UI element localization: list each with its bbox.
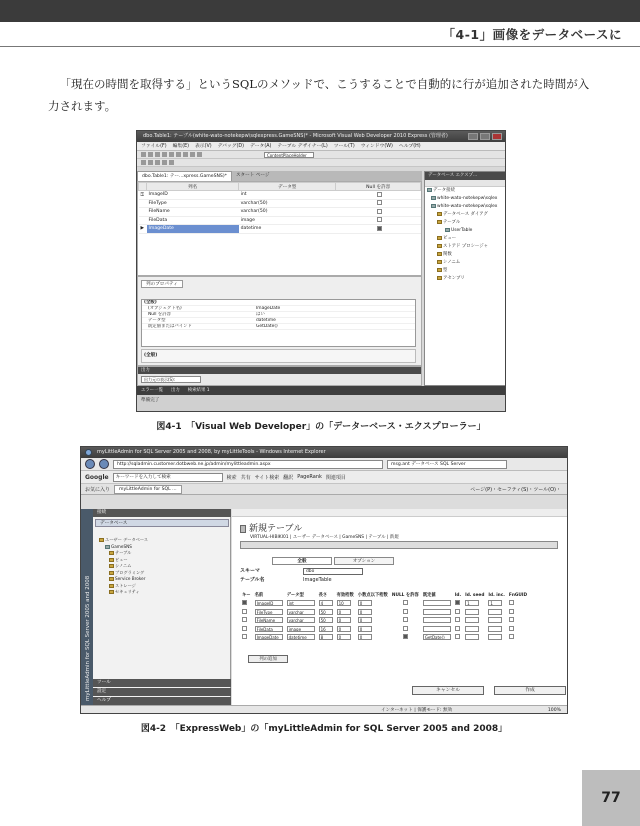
tree-item[interactable]: 関数 — [425, 251, 505, 259]
menu-table-designer[interactable]: テーブル デザイナー(L) — [277, 144, 328, 149]
sidebar-help[interactable]: ヘルプ — [93, 697, 231, 705]
column-name[interactable]: FileType — [147, 199, 239, 208]
tree-item[interactable]: UserTable — [425, 227, 505, 235]
property-value — [252, 300, 415, 305]
seed-input[interactable] — [465, 626, 479, 632]
menu-debug[interactable]: デバッグ(D) — [217, 144, 244, 149]
header-fnguid: FnGUID — [508, 592, 528, 598]
property-key: (全般) — [144, 300, 157, 305]
mla-vertical-brand — [81, 509, 93, 705]
folder-icon — [437, 252, 442, 256]
indexes-icon[interactable] — [155, 160, 160, 165]
cancel-button[interactable]: キャンセル — [412, 686, 484, 695]
cut-icon[interactable] — [169, 152, 174, 157]
tab-find-results[interactable]: 検索結果 1 — [187, 388, 210, 393]
inc-input[interactable] — [488, 626, 502, 632]
table-row-selected[interactable] — [139, 225, 421, 234]
column-type[interactable]: image — [239, 216, 336, 225]
tree-item[interactable]: 型 — [425, 267, 505, 275]
tree-item[interactable]: アセンブリ — [425, 275, 505, 283]
identity-checkbox[interactable] — [455, 609, 460, 614]
table-row — [240, 633, 529, 642]
scale-input[interactable]: 0 — [358, 609, 372, 615]
column-definition-table — [240, 591, 529, 642]
main-toolbar — [232, 509, 568, 517]
figure-visual-web-developer — [136, 130, 506, 412]
identity-checkbox[interactable] — [455, 626, 460, 631]
tree-item[interactable]: テーブル — [425, 219, 505, 227]
table-name-row — [240, 576, 363, 585]
ie-search-box[interactable]: msg.ant データベース SQL Server — [387, 460, 507, 469]
folder-icon — [437, 276, 442, 280]
column-name-input[interactable]: FileName — [255, 617, 283, 623]
menu-view[interactable]: 表示(V) — [194, 144, 212, 149]
fnguid-checkbox[interactable] — [509, 634, 514, 639]
output-source-combo[interactable]: 出力元の表示(S): — [141, 376, 201, 383]
database-icon — [431, 196, 436, 200]
paragraph-text: 「現在の時間を取得する」というSQLのメソッドで、こうすることで自動的に行が追加された時間が入力されます。 — [48, 77, 590, 113]
table-designer — [137, 181, 422, 276]
header-precision: 有効桁数 — [336, 593, 354, 598]
tree-item[interactable]: white-wato-notekepw\sqlex — [425, 195, 505, 203]
inc-input[interactable] — [488, 634, 502, 640]
section-title: 「4-1」画像をデータベースに — [442, 27, 622, 42]
precision-input[interactable]: 10 — [337, 600, 351, 606]
fnguid-checkbox[interactable] — [509, 617, 514, 622]
bottom-tool-tabs — [137, 386, 506, 395]
document-tabs — [137, 171, 422, 181]
page-title: 新規テーブル — [240, 521, 302, 534]
folder-icon — [109, 551, 114, 555]
col-header-type: データ型 — [239, 183, 336, 191]
header-name: 名前 — [254, 593, 264, 598]
column-type-select[interactable]: varchar — [287, 609, 315, 615]
save-icon[interactable] — [155, 152, 160, 157]
scale-input[interactable]: 0 — [358, 626, 372, 632]
sidebar-settings[interactable]: 設定 — [93, 688, 231, 696]
primary-key-icon[interactable] — [141, 160, 146, 165]
col-header-name: 列名 — [147, 183, 239, 191]
redo-icon[interactable] — [197, 152, 202, 157]
header-key: キー — [242, 593, 251, 598]
table-icon — [445, 228, 450, 232]
vwd-toolbar-1 — [137, 151, 505, 159]
schema-select[interactable]: dbo — [303, 568, 363, 575]
save-all-icon[interactable] — [162, 152, 167, 157]
columns-header-row — [139, 183, 421, 191]
property-value: datetime — [256, 318, 276, 323]
vwd-titlebar — [137, 131, 505, 142]
precision-input[interactable]: 0 — [337, 617, 351, 623]
figure2-caption: 図4-2 「ExpressWeb」の「myLittleAdmin for SQL Server 2005 and 2008」 — [140, 724, 508, 734]
header-allow-null: NULL を許容 — [391, 593, 419, 598]
toolbar-translate-button[interactable]: 翻訳 — [283, 474, 294, 481]
tree-item[interactable]: テーブル — [99, 550, 148, 557]
length-input[interactable]: 8 — [319, 634, 333, 640]
menu-window[interactable]: ウィンドウ(W) — [360, 144, 393, 149]
folder-icon — [437, 244, 442, 248]
google-toolbar — [81, 471, 567, 484]
ie-window-title: myLittleAdmin for SQL Server 2005 and 2008, by myLittleTools - Windows Internet Explorer — [97, 449, 326, 455]
scale-input[interactable]: 0 — [358, 634, 372, 640]
length-input[interactable]: 16 — [319, 626, 333, 632]
default-input[interactable] — [423, 626, 451, 632]
sidebar-tree — [99, 537, 148, 596]
length-input[interactable]: 4 — [319, 600, 333, 606]
security-zone: インターネット | 保護モード: 無効 — [381, 708, 453, 713]
folder-icon — [109, 571, 114, 575]
vwd-toolbar-2 — [137, 159, 505, 167]
page-number: 77 — [582, 770, 640, 826]
tab-start-page[interactable]: スタート ページ — [235, 173, 270, 178]
column-name-input[interactable]: FileData — [255, 626, 283, 632]
tree-item[interactable]: プログラミング — [99, 570, 148, 577]
column-type-select[interactable]: image — [287, 626, 315, 632]
property-row[interactable] — [142, 324, 415, 330]
column-name[interactable]: FileData — [147, 216, 239, 225]
schema-row — [240, 567, 363, 576]
primary-key-icon: ⚿ — [139, 191, 147, 200]
column-type-select[interactable]: int — [287, 600, 315, 606]
property-key: 既定値またはバインド — [148, 324, 192, 329]
column-name-input[interactable]: ImageDate — [255, 634, 283, 640]
inc-input[interactable]: 1 — [488, 600, 502, 606]
column-type[interactable]: datetime — [239, 225, 336, 234]
precision-input[interactable]: 0 — [337, 609, 351, 615]
ie-statusbar — [81, 705, 568, 714]
table-row — [240, 599, 529, 608]
ie-tab-row — [81, 484, 567, 495]
new-project-icon[interactable] — [141, 152, 146, 157]
inc-input[interactable] — [488, 609, 502, 615]
database-icon — [105, 545, 110, 549]
header-default: 既定値 — [422, 593, 436, 598]
allow-null-checkbox[interactable] — [377, 217, 382, 222]
body-paragraph — [48, 73, 596, 117]
properties-grid — [141, 299, 416, 347]
header-identity-inc: Id. inc. — [488, 592, 505, 598]
action-bar — [240, 541, 558, 549]
column-type[interactable]: varchar(50) — [239, 208, 336, 217]
close-icon[interactable] — [492, 133, 502, 140]
check-constraint-icon[interactable] — [162, 160, 167, 165]
menu-tools[interactable]: ツール(T) — [333, 144, 355, 149]
allow-null-checkbox[interactable] — [377, 226, 382, 231]
inc-input[interactable] — [488, 617, 502, 623]
sidebar-database[interactable]: データベース — [95, 519, 229, 527]
table-form — [240, 567, 363, 585]
undo-icon[interactable] — [190, 152, 195, 157]
tree-item[interactable]: Service Broker — [99, 576, 148, 583]
figure-mylittleadmin — [80, 446, 568, 714]
header-type: データ型 — [286, 593, 304, 598]
tree-item[interactable]: セキュリティ — [99, 589, 148, 596]
google-label: Google — [85, 473, 109, 481]
folder-icon — [437, 212, 442, 216]
google-search-input[interactable]: キーワードを入力して検索 — [113, 473, 223, 482]
tree-item[interactable]: ユーザー データベース — [99, 537, 148, 544]
menu-file[interactable]: ファイル(F) — [141, 144, 167, 149]
table-row — [240, 616, 529, 625]
scale-input[interactable]: 0 — [358, 617, 372, 623]
allow-null-checkbox[interactable] — [377, 209, 382, 214]
default-input[interactable] — [423, 600, 451, 606]
fnguid-checkbox[interactable] — [509, 609, 514, 614]
table-icon — [240, 525, 246, 533]
vertical-brand-text: myLittleAdmin for SQL Server 2005 and 2008 — [85, 575, 91, 701]
row-selector-arrow-icon: ▶ — [139, 225, 147, 234]
folder-icon — [109, 558, 114, 562]
generate-script-icon[interactable] — [169, 160, 174, 165]
database-tree — [425, 187, 505, 283]
tab-options[interactable]: オプション — [334, 557, 394, 565]
tree-item[interactable]: データ接続 — [425, 187, 505, 195]
figure1-caption: 図4-1 「Visual Web Developer」の「データーベース・エクスプローラー」 — [156, 422, 486, 432]
allow-null-checkbox[interactable] — [403, 626, 408, 631]
column-properties-pane — [137, 276, 422, 366]
identity-checkbox[interactable] — [455, 634, 460, 639]
column-type-select[interactable]: varchar — [287, 617, 315, 623]
table-row[interactable] — [139, 216, 421, 225]
property-value: ImageDate — [256, 306, 281, 311]
row-selector-header — [139, 183, 147, 191]
ie-titlebar — [81, 447, 567, 458]
folder-icon — [437, 268, 442, 272]
header-length: 長さ — [318, 593, 328, 598]
tab-output[interactable]: 出力 — [170, 388, 180, 393]
seed-input[interactable] — [465, 617, 479, 623]
database-icon — [431, 204, 436, 208]
toolbar-pagerank-button[interactable]: PageRank — [297, 474, 322, 480]
folder-icon — [437, 236, 442, 240]
column-def-header — [240, 591, 529, 599]
column-type[interactable]: int — [239, 191, 336, 200]
ie-address-row — [81, 458, 567, 471]
default-input[interactable]: GetDate() — [423, 634, 451, 640]
table-row[interactable] — [139, 208, 421, 217]
mla-sidebar — [81, 509, 231, 705]
length-input[interactable]: 50 — [319, 609, 333, 615]
back-icon[interactable] — [85, 459, 95, 469]
maximize-icon[interactable] — [480, 133, 490, 140]
toolbar-site-search-button[interactable]: サイト検索 — [254, 474, 280, 481]
sidebar-connect[interactable]: 接続 — [93, 509, 231, 517]
table-row — [240, 625, 529, 634]
tab-general[interactable]: 全般 — [272, 557, 332, 565]
column-name[interactable]: FileName — [147, 208, 239, 217]
header-identity-seed: Id. seed — [465, 592, 485, 598]
scale-input[interactable]: 0 — [358, 600, 372, 606]
folder-icon — [109, 564, 114, 568]
favorites-button[interactable]: お気に入り — [85, 486, 111, 493]
schema-label: スキーマ — [240, 568, 261, 574]
breadcrumb: VIRTUAL-HIBIKI01 | ユーザー データベース | GameSNS | テーブル | 新規 — [250, 535, 399, 540]
column-name-input[interactable]: ImageID — [255, 600, 283, 606]
column-name[interactable]: ImageID — [147, 191, 239, 200]
precision-input[interactable]: 0 — [337, 626, 351, 632]
table-name-value[interactable]: ImageTable — [303, 577, 332, 583]
database-explorer-toolbar — [425, 180, 505, 187]
tree-item[interactable]: ストレージ — [99, 583, 148, 590]
minimize-icon[interactable] — [468, 133, 478, 140]
output-pane — [137, 366, 422, 386]
output-header: 出力 — [138, 367, 421, 374]
menu-data[interactable]: データ(A) — [249, 144, 272, 149]
header-scale: 小数点以下桁数 — [357, 593, 388, 598]
tree-item[interactable]: ストアド プロシージャ — [425, 243, 505, 251]
column-properties-tab[interactable]: 列のプロパティ — [141, 280, 183, 288]
table-row[interactable] — [139, 199, 421, 208]
column-name-input[interactable]: FileType — [255, 609, 283, 615]
property-key: データ型 — [148, 318, 166, 323]
vwd-menubar — [137, 142, 505, 151]
open-icon[interactable] — [148, 152, 153, 157]
property-value: GetDate() — [256, 324, 278, 329]
tree-item[interactable]: ビュー — [425, 235, 505, 243]
database-explorer-title: データベース エクスプ... — [425, 172, 505, 180]
default-input[interactable] — [423, 609, 451, 615]
column-type-select[interactable]: datetime — [287, 634, 315, 640]
col-header-null: Null を許容 — [336, 183, 421, 191]
copy-icon[interactable] — [176, 152, 181, 157]
row-selector — [139, 199, 147, 208]
header-identity: Id. — [454, 592, 462, 598]
database-icon — [427, 188, 432, 192]
new-table-tabs — [272, 557, 394, 565]
row-selector — [139, 216, 147, 225]
page-tools-menu[interactable]: ページ(P)・セーフティ(S)・ツール(O)・ — [470, 486, 561, 493]
identity-checkbox[interactable] — [455, 600, 460, 605]
tree-item[interactable]: ビュー — [99, 557, 148, 564]
tree-item[interactable]: white-wato-notekepw\sqlex — [425, 203, 505, 211]
key-checkbox[interactable] — [242, 600, 247, 605]
toolbar-combo[interactable]: ContentPlaceHolder — [264, 152, 314, 158]
tab-error-list[interactable]: エラー一覧 — [141, 388, 163, 393]
column-type[interactable]: varchar(50) — [239, 199, 336, 208]
length-input[interactable]: 50 — [319, 617, 333, 623]
database-explorer — [424, 171, 506, 386]
vwd-window-title: dbo.Table1: テーブル(white-wato-notekepw\sqlexpress.GameSNS)* - Microsoft Visual Web Developer 2010 Express (管理者) — [143, 133, 448, 139]
allow-null-checkbox[interactable] — [377, 192, 382, 197]
relationships-icon[interactable] — [148, 160, 153, 165]
form-buttons — [412, 686, 566, 695]
menu-help[interactable]: ヘルプ(H) — [398, 144, 421, 149]
folder-icon — [109, 590, 114, 594]
property-key: Null を許容 — [148, 312, 172, 317]
menu-edit[interactable]: 編集(E) — [172, 144, 189, 149]
mla-main-panel — [232, 509, 568, 705]
vwd-statusbar: 準備完了 — [137, 395, 506, 412]
row-selector — [139, 208, 147, 217]
folder-icon — [437, 220, 442, 224]
allow-null-checkbox[interactable] — [403, 609, 408, 614]
default-input[interactable] — [423, 617, 451, 623]
toolbar-search-button[interactable]: 検索 — [226, 474, 237, 481]
folder-icon — [99, 538, 104, 542]
top-black-bar — [0, 0, 640, 22]
folder-icon — [437, 260, 442, 264]
seed-input[interactable]: 1 — [465, 600, 479, 606]
key-checkbox[interactable] — [242, 626, 247, 631]
table-name-label: テーブル名 — [240, 577, 265, 583]
table-row — [240, 608, 529, 617]
tree-item[interactable]: シノニム — [99, 563, 148, 570]
allow-null-checkbox[interactable] — [403, 634, 408, 639]
seed-input[interactable] — [465, 634, 479, 640]
folder-icon — [109, 577, 114, 581]
seed-input[interactable] — [465, 609, 479, 615]
column-name[interactable]: ImageDate — [147, 225, 239, 234]
browser-tab[interactable]: myLittleAdmin for SQL ... — [114, 485, 182, 494]
paste-icon[interactable] — [183, 152, 188, 157]
window-controls — [468, 133, 502, 140]
allow-null-checkbox[interactable] — [403, 600, 408, 605]
toolbar-share-button[interactable]: 共有 — [240, 474, 251, 481]
property-description: (全般) — [141, 349, 416, 363]
sidebar-tools[interactable]: ツール — [93, 679, 231, 687]
tab-table1[interactable]: dbo.Table1: テー...xpress.GameSNS)* — [137, 171, 232, 181]
forward-icon[interactable] — [99, 459, 109, 469]
add-column-button[interactable]: 列の追加 — [248, 655, 288, 663]
folder-icon — [109, 584, 114, 588]
allow-null-checkbox[interactable] — [403, 617, 408, 622]
header-rule — [0, 46, 640, 47]
toolbar-related-button[interactable]: 関連項目 — [325, 474, 346, 481]
fnguid-checkbox[interactable] — [509, 626, 514, 631]
table-row[interactable] — [139, 191, 421, 200]
key-checkbox[interactable] — [242, 609, 247, 614]
zoom-level[interactable]: 100% — [547, 708, 561, 713]
identity-checkbox[interactable] — [455, 617, 460, 622]
tree-item[interactable]: データベース ダイアグ — [425, 211, 505, 219]
allow-null-checkbox[interactable] — [377, 200, 382, 205]
ie-logo-icon — [85, 449, 92, 456]
create-button[interactable]: 作成 — [494, 686, 566, 695]
property-value: はい — [256, 312, 265, 317]
tree-item[interactable]: シノニム — [425, 259, 505, 267]
property-key: (オブジェクト名) — [148, 306, 182, 311]
key-checkbox[interactable] — [242, 634, 247, 639]
key-checkbox[interactable] — [242, 617, 247, 622]
fnguid-checkbox[interactable] — [509, 600, 514, 605]
tree-item[interactable]: GameSNS — [99, 544, 148, 551]
columns-grid — [138, 182, 421, 234]
precision-input[interactable]: 0 — [337, 634, 351, 640]
address-bar[interactable]: http://sqladmin.customer.dotbweb.ne.jp/admin/mylittleadmin.aspx — [113, 460, 383, 469]
